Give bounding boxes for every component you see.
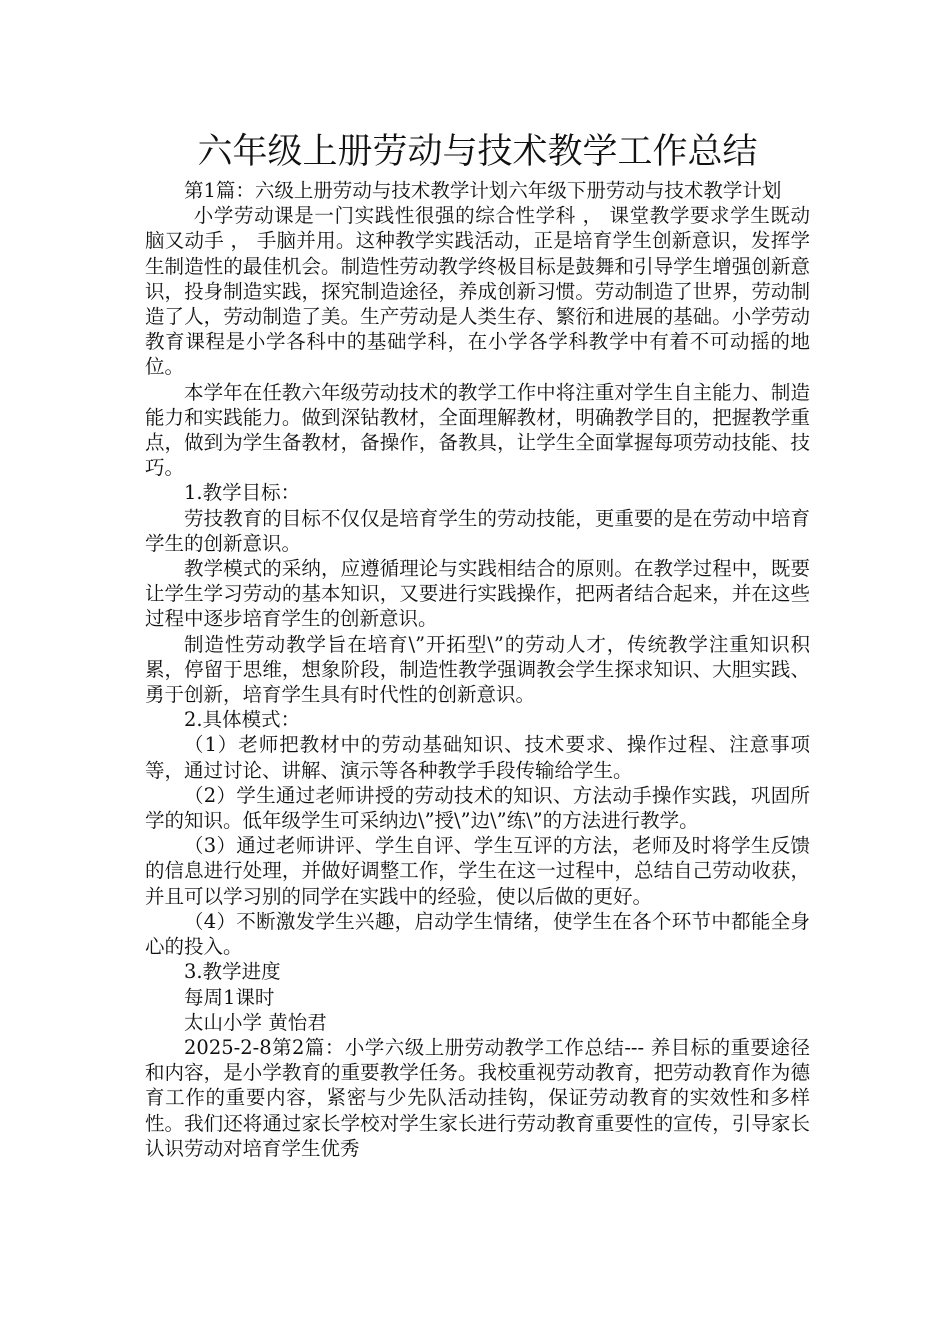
section-heading-1: 第1篇：六级上册劳动与技术教学计划六年级下册劳动与技术教学计划: [184, 179, 782, 202]
document-title: 六年级上册劳动与技术教学工作总结: [197, 132, 758, 172]
author-line: 太山小学 黄怡君: [184, 1010, 327, 1034]
body-paragraph: 小学劳动课是一门实践性很强的综合性学科 ， 课堂教学要求学生既动脑又动手 ， 手脑并用。这种教学实践活动，正是培育学生创新意识，发挥学生制造性的最佳机会。制造性劳动教学终极目标是鼓舞和引导学生增强创新意识，投身制造实践，探究制造途径，养成创新习惯。劳动制造了世界，劳动制造了人，劳动制造了美。生产劳动是人类生存、繁衍和进展的基础。小学劳动教育课程是小学各科中的基础学科，在小学各学科教学中有着不可动摇的地位。: [145, 204, 810, 379]
list-item: （3）通过老师讲评、学生自评、学生互评的方法，老师及时将学生反馈的信息进行处理，并做好调整工作，学生在这一过程中，总结自己劳动收获，并且可以学习别的同学在实践中的经验，使以后做的更好。: [145, 834, 810, 908]
subheading-specific-mode: 2.具体模式：: [184, 708, 301, 732]
body-paragraph: 本学年在任教六年级劳动技术的教学工作中将注重对学生自主能力、制造能力和实践能力。做到深钻教材，全面理解教材，明确教学目的，把握教学重点，做到为学生备教材，备操作，备教具，让学生全面掌握每项劳动技能、技巧。: [145, 380, 810, 480]
list-item: （1）老师把教材中的劳动基础知识、技术要求、操作过程、注意事项等，通过讨论、讲解、演示等各种教学手段传输给学生。: [145, 733, 810, 782]
body-paragraph: 每周1课时: [184, 985, 275, 1009]
body-paragraph: 教学模式的采纳，应遵循理论与实践相结合的原则。在教学过程中，既要让学生学习劳动的基本知识，又要进行实践操作，把两者结合起来，并在这些过程中逐步培育学生的创新意识。: [145, 557, 810, 631]
subheading-teaching-progress: 3.教学进度: [184, 960, 281, 984]
body-paragraph: 劳技教育的目标不仅仅是培育学生的劳动技能，更重要的是在劳动中培育学生的创新意识。: [145, 506, 810, 555]
document-page: [145, 128, 810, 1161]
body-paragraph: 2025-2-8第2篇：小学六级上册劳动教学工作总结--- 养目标的重要途径和内容，是小学教育的重要教学任务。我校重视劳动教育，把劳动教育作为德育工作的重要内容，紧密与少先队活动挂钩，保证劳动教育的实效性和多样性。我们还将通过家长学校对学生家长进行劳动教育重要性的宣传，引导家长认识劳动对培育学生优秀: [145, 1035, 810, 1160]
subheading-teaching-goals: 1.教学目标：: [184, 481, 301, 505]
body-paragraph: 制造性劳动教学旨在培育\”开拓型\”的劳动人才，传统教学注重知识积累，停留于思维，想象阶段，制造性教学强调教会学生探求知识、大胆实践、勇于创新，培育学生具有时代性的创新意识。: [145, 632, 810, 707]
list-item: （4）不断激发学生兴趣，启动学生情绪，使学生在各个环节中都能全身心的投入。: [145, 909, 810, 959]
list-item: （2）学生通过老师讲授的劳动技术的知识、方法动手操作实践，巩固所学的知识。低年级学生可采纳边\”授\”边\”练\”的方法进行教学。: [145, 783, 810, 833]
